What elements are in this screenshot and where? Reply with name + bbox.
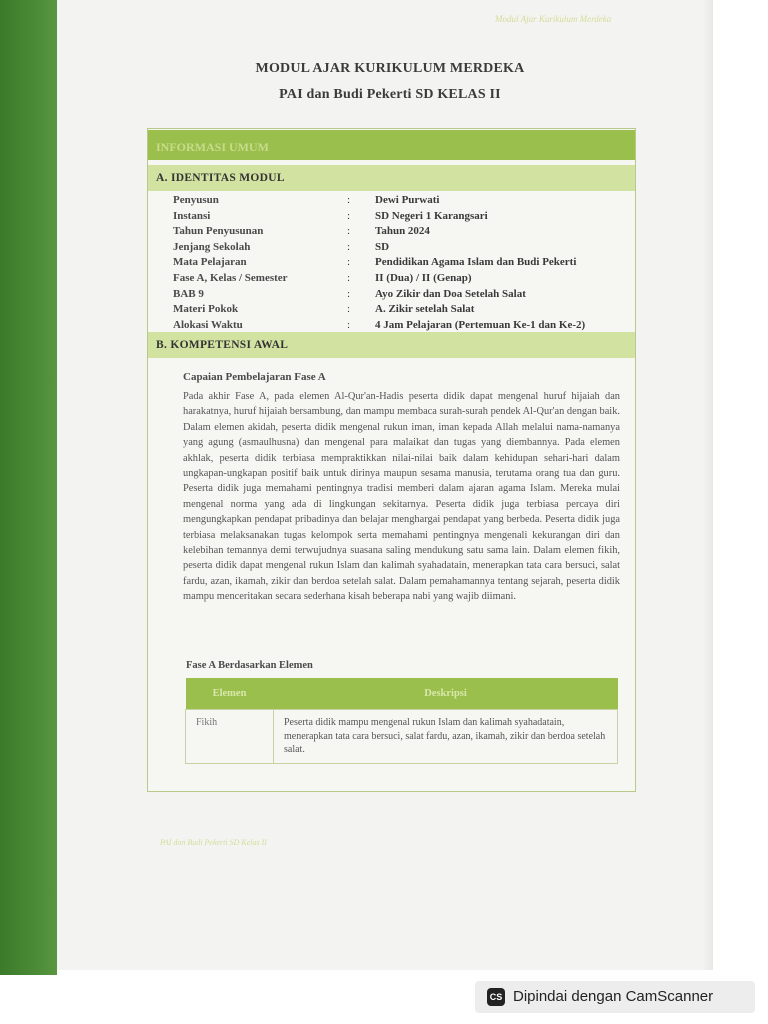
identitas-label: Jenjang Sekolah (173, 240, 251, 253)
running-header: Modul Ajar Kurikulum Merdeka (495, 14, 612, 24)
document-subtitle: PAI dan Budi Pekerti SD KELAS II (279, 87, 501, 102)
camscanner-logo-icon: CS (487, 988, 505, 1006)
table-header-row (186, 678, 618, 710)
column-header-deskripsi: Deskripsi (274, 678, 618, 710)
identitas-row (173, 287, 633, 303)
identitas-row (173, 271, 633, 287)
identitas-label: Tahun Penyusunan (173, 225, 264, 238)
section-identitas-modul: A. IDENTITAS MODUL (148, 165, 635, 191)
identitas-separator: : (347, 209, 351, 222)
identitas-value: 4 Jam Pelajaran (Pertemuan Ke-1 dan Ke-2) (375, 318, 586, 331)
capaian-title: Capaian Pembelajaran Fase A (183, 371, 326, 383)
elemen-table (185, 678, 618, 764)
identitas-row (173, 318, 633, 334)
fase-a-title: Fase A Berdasarkan Elemen (186, 660, 313, 671)
identitas-row (173, 240, 633, 256)
left-green-strip (0, 0, 57, 975)
table-row (186, 710, 618, 764)
identitas-separator: : (347, 240, 351, 253)
identitas-value: II (Dua) / II (Genap) (375, 271, 472, 284)
running-footer: PAI dan Budi Pekerti SD Kelas II (160, 838, 267, 847)
cell-deskripsi: Peserta didik mampu mengenal rukun Islam dan kalimah syahadatain, menerapkan tata cara bersuci, salat fardu, azan, ikamah, zikir dan berdoa setelah salat. (274, 710, 618, 764)
identitas-label: Materi Pokok (173, 303, 239, 316)
column-header-elemen: Elemen (186, 678, 274, 710)
identitas-label: Mata Pelajaran (173, 256, 247, 269)
identitas-list (173, 193, 633, 333)
section-informasi-umum: INFORMASI UMUM (148, 130, 635, 160)
identitas-label: BAB 9 (173, 287, 204, 300)
cell-elemen: Fikih (186, 710, 274, 764)
identitas-separator: : (347, 303, 351, 316)
identitas-label: Penyusun (173, 194, 219, 206)
identitas-separator: : (347, 318, 351, 331)
document-title: MODUL AJAR KURIKULUM MERDEKA (255, 61, 525, 76)
identitas-value: A. Zikir setelah Salat (375, 303, 475, 316)
identitas-row (173, 209, 633, 225)
right-margin (713, 0, 768, 975)
identitas-value: Dewi Purwati (375, 194, 440, 206)
capaian-paragraph: Pada akhir Fase A, pada elemen Al-Qur'an-Hadis peserta didik dapat mengenal huruf hijaiah dan harakatnya, huruf hijaiah bersambung, dan mampu membaca surah-surah pendek Al-Qur'an dengan baik. Dalam elemen akidah, peserta didik mengenal rukun iman, iman kepada Allah melalui nama-namanya yang agung (asmaulhusna) dan mengenal para malaikat dan tugas yang diembannya. Pada elemen akhlak, peserta didik terbiasa mempraktikkan nilai-nilai baik dalam kehidupan sehari-hari dalam ungkapan-ungkapan positif baik untuk dirinya maupun sesama manusia, terutama orang tua dan guru. Peserta didik juga memahami pentingnya tradisi memberi dalam ajaran agama Islam. Mereka mulai mengenal norma yang ada di lingkungan sekitarnya. Peserta didik juga terbiasa percaya diri mengungkapkan pendapat pribadinya dan belajar menghargai pendapat yang berbeda. Peserta didik juga terbiasa melaksanakan tugas kelompok serta memahami pentingnya mengenali kekurangan diri dan kelebihan temannya demi terwujudnya suasana saling mendukung satu sama lain. Dalam elemen fikih, peserta didik dapat mengenal rukun Islam dan kalimah syahadatain, menerapkan tata cara bersuci, salat fardu, azan, ikamah, zikir dan berdoa setelah salat. Dalam pemahamannya tentang sejarah, peserta didik mampu menceritakan secara sederhana kisah beberapa nabi yang wajib diimani. (183, 391, 620, 603)
identitas-separator: : (347, 194, 351, 206)
identitas-separator: : (347, 225, 351, 238)
identitas-label: Instansi (173, 209, 211, 222)
identitas-row (173, 302, 633, 318)
identitas-label: Fase A, Kelas / Semester (173, 271, 288, 284)
identitas-row (173, 255, 633, 271)
identitas-separator: : (347, 256, 351, 269)
identitas-separator: : (347, 271, 351, 284)
identitas-value: Pendidikan Agama Islam dan Budi Pekerti (375, 256, 577, 269)
identitas-separator: : (347, 287, 351, 300)
identitas-row (173, 224, 633, 240)
identitas-label: Alokasi Waktu (173, 318, 243, 331)
camscanner-label: Dipindai dengan CamScanner (513, 988, 714, 1005)
module-info-box (147, 128, 636, 792)
identitas-value: Tahun 2024 (375, 225, 430, 238)
identitas-value: SD Negeri 1 Karangsari (375, 209, 488, 222)
identitas-value: SD (375, 240, 390, 253)
identitas-value: Ayo Zikir dan Doa Setelah Salat (375, 287, 526, 300)
camscanner-watermark (475, 981, 755, 1013)
section-kompetensi-awal: B. KOMPETENSI AWAL (148, 332, 635, 358)
identitas-row (173, 193, 633, 209)
